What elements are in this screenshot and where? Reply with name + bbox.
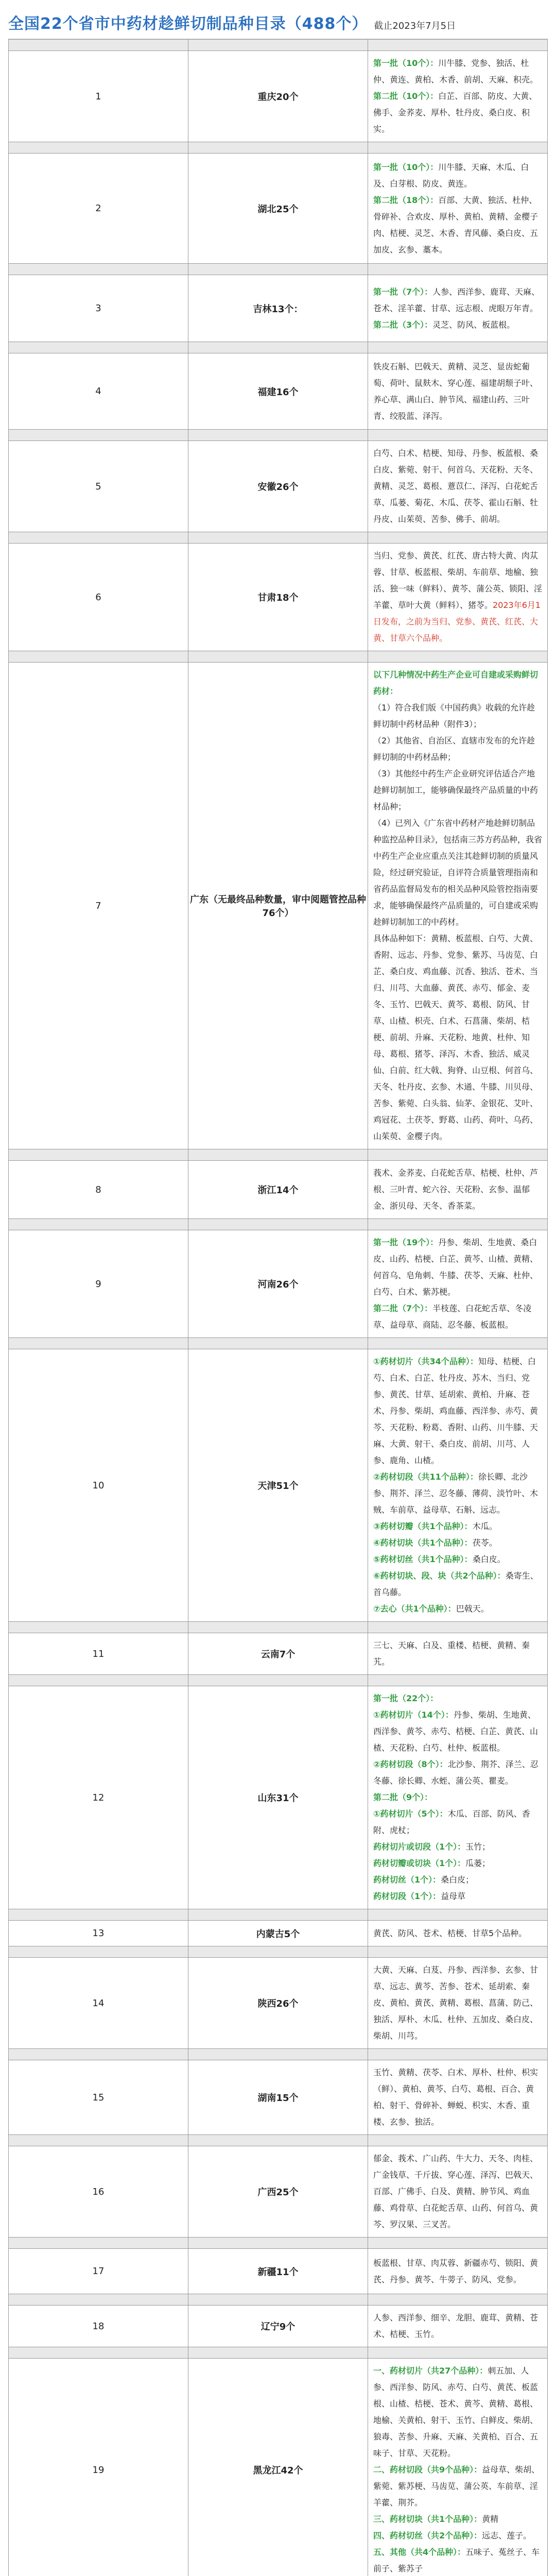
batch-line (373, 192, 542, 258)
province-name (188, 2249, 368, 2294)
batch-label: 第一批（7个）： (373, 286, 433, 297)
province-row (9, 2060, 548, 2135)
row-separator (9, 651, 548, 663)
province-name (188, 1633, 368, 1675)
herb-items: 茯苓。 (472, 1538, 497, 1548)
province-label: 重庆20个 (257, 92, 299, 103)
herb-items: 丹参、柴胡、生地黄、桑白皮、山药、桔梗、白芷、黄芩、山楂、黄精、何首乌、皂角刺、牛膝、茯苓、天麻、杜仲、白芍、白术、紫苏梗。 (373, 1238, 538, 1297)
batch-label: ⑥药材切块、段、块（共2个品种）： (373, 1571, 506, 1581)
province-row (9, 1633, 548, 1675)
herb-items: 铁皮石斛、巴戟天、黄精、灵芝、显齿蛇葡萄、荷叶、鼠麸木、穿心莲、福建胡颓子叶、养心草、满山白、肿节风、福建山药、三叶青、绞股蓝、泽泻。 (373, 361, 538, 421)
herb-items: 桑白皮。 (472, 1554, 506, 1564)
batch-label: ①药材切片（共34个品种）： (373, 1357, 478, 1366)
herb-list (368, 2306, 548, 2347)
row-number: 8 (9, 1161, 188, 1219)
province-name (188, 1686, 368, 1909)
herb-list (368, 1633, 548, 1675)
batch-label: 第二批（18个）： (373, 195, 439, 205)
herb-items: 人参、西洋参、鹿茸、天麻、苍术、淫羊藿、甘草、远志根、虎眼万年青。 (373, 286, 540, 313)
catalog-table (8, 39, 548, 2576)
province-name (188, 441, 368, 532)
batch-line (373, 2150, 542, 2233)
herb-items: 玉竹； (465, 1842, 491, 1852)
herb-items: （4）已列入《广东省中药材产地趁鲜切制品种监控品种目录》，包括南三苏方药品种，我省中药生产企业应重点关注其趁鲜切制的质量风险，经过研究验证，自评符合质量管理指南和省药品监督局发布的相关品种风险管控指南要求，能够确保最终产品质量的，可自建或采购趁鲜切制加工的中药材。 (373, 818, 543, 927)
row-separator (9, 1219, 548, 1230)
batch-label: ⑦去心（共1个品种）： (373, 1604, 456, 1614)
herb-items: 具体品种如下：黄精、板蓝根、白芍、大黄、香附、远志、丹参、党参、紫苏、马齿苋、白芷、桑白皮、鸡血藤、沉香、独活、苍术、当归、川芎、大血藤、黄芪、赤芍、郁金、麦冬、玉竹、巴戟天、黄芩、葛根、防风、甘草、山楂、枳壳、白术、石菖蒲、柴胡、桔梗、前胡、升麻、天花粉、地黄、杜仲、知母、葛根、猪苓、泽泻、木香、独活、威灵仙、白前、红大戟、狗脊、山豆根、何首乌、天冬、牡丹皮、玄参、木通、牛膝、川贝母、苦参、紫菀、白头翁、仙茅、金银花、艾叶、鸡冠花、土茯苓、野葛、山药、荷叶、乌药、山茱萸、金樱子肉。 (373, 934, 538, 1141)
batch-line (373, 284, 542, 317)
province-row (9, 1230, 548, 1338)
row-number: 1 (9, 51, 188, 142)
province-label: 湖北25个 (257, 204, 299, 215)
batch-line (373, 1300, 542, 1333)
province-name (188, 154, 368, 264)
batch-label: 第一批（19个）： (373, 1238, 439, 1247)
batch-label: 第二批（7个）： (373, 1303, 433, 1313)
batch-line (373, 159, 542, 192)
province-name (188, 51, 368, 142)
herb-items: 北沙参、荆芥、泽兰、忍冬藤、徐长卿、水蛭、蒲公英、瞿麦。 (373, 1759, 538, 1786)
province-label: 新疆11个 (257, 2266, 299, 2278)
herb-list (368, 1161, 548, 1219)
row-separator (9, 1338, 548, 1349)
province-name (188, 1161, 368, 1219)
batch-line (373, 1601, 542, 1617)
batch-line (373, 88, 542, 138)
province-row (9, 154, 548, 264)
batch-line (373, 1469, 542, 1518)
row-number: 15 (9, 2060, 188, 2135)
herb-items: 灵芝、防风、板蓝根。 (432, 319, 515, 330)
batch-line (373, 1690, 542, 1707)
herb-items: （1）符合我们版《中国药典》收载的允许趁鲜切制中药材品种（附件3）； (373, 703, 535, 729)
row-number: 5 (9, 441, 188, 532)
herb-items: 五味子、菟丝子、车前子、紫苏子 (373, 2547, 540, 2573)
batch-line (373, 766, 542, 815)
province-row (9, 275, 548, 342)
batch-line (373, 445, 542, 528)
row-separator (9, 264, 548, 275)
herb-list (368, 441, 548, 532)
batch-label: 药材切瓣或切块（1个）： (373, 1858, 466, 1868)
province-label: 湖南15个 (257, 2093, 299, 2104)
row-number: 16 (9, 2146, 188, 2238)
row-number: 2 (9, 154, 188, 264)
herb-list (368, 2146, 548, 2238)
herb-items: 木瓜。 (472, 1521, 497, 1531)
batch-line (373, 2528, 542, 2544)
province-name (188, 1958, 368, 2049)
herb-items: 桑寄生、首乌藤。 (373, 1571, 538, 1597)
batch-line (373, 1707, 542, 1756)
herb-items: 远志、莲子。 (482, 2531, 532, 2540)
herb-items: 三七、天麻、白及、重楼、桔梗、黄精、秦艽。 (373, 1640, 530, 1667)
herb-items: 川牛膝、党参、独活、杜仲、黄连、黄柏、木香、前胡、天麻、积壳。 (373, 58, 538, 84)
province-name (188, 2060, 368, 2135)
row-number: 19 (9, 2359, 188, 2576)
province-label: 河南26个 (257, 1279, 299, 1290)
batch-line (373, 733, 542, 766)
batch-line (373, 700, 542, 733)
province-name (188, 2306, 368, 2347)
herb-list (368, 275, 548, 342)
batch-line (373, 1568, 542, 1601)
batch-line (373, 1855, 542, 1872)
title-bar (8, 7, 548, 39)
herb-items: 刺五加、人参、西洋参、防风、赤芍、白芍、黄芪、板蓝根、山楂、桔梗、苍术、黄芩、黄精、葛根、地榆、关黄柏、射干、玉竹、白鲜皮、柴胡、狼毒、苦参、升麻、天麻、关黄柏、百合、五味子、甘草、天花粉。 (373, 2366, 538, 2458)
herb-items: 益母草 (441, 1891, 466, 1901)
row-separator (9, 430, 548, 441)
batch-line (373, 1518, 542, 1535)
batch-label: ①药材切片（5个）： (373, 1809, 448, 1819)
batch-line (373, 2363, 542, 2462)
herb-items: 巴戟天。 (456, 1604, 489, 1614)
batch-label: 药材切丝（1个）： (373, 1875, 441, 1885)
batch-label: 第一批（10个）： (373, 162, 439, 172)
province-row (9, 1921, 548, 1946)
row-separator (9, 342, 548, 353)
province-name (188, 663, 368, 1149)
row-number: 17 (9, 2249, 188, 2294)
batch-line (373, 1165, 542, 1214)
province-label: 福建16个 (257, 386, 299, 398)
herb-items: 黄精 (482, 2514, 499, 2524)
province-label: 浙江14个 (257, 1185, 299, 1196)
row-number: 14 (9, 1958, 188, 2049)
herb-items: 桑白皮； (441, 1875, 474, 1885)
batch-line (373, 1353, 542, 1469)
herb-list (368, 1349, 548, 1622)
herb-items: 知母、桔梗、白芍、白术、白芷、牡丹皮、苏木、当归、党参、黄芪、甘草、延胡索、黄柏、升麻、苍术、丹参、柴胡、鸡血藤、西洋参、赤芍、黄芩、天花粉、粉葛、香附、山药、川牛膝、天麻、大黄、射干、桑白皮、前胡、川芎、人参、鹿角、山楂。 (373, 1357, 538, 1465)
batch-line (373, 1925, 542, 1942)
province-label: 黑龙江42个 (253, 2465, 303, 2476)
herb-list (368, 154, 548, 264)
batch-label: 一、药材切片（共27个品种）： (373, 2366, 488, 2376)
batch-line (373, 1806, 542, 1839)
province-row (9, 51, 548, 142)
herb-items: 黄芪、防风、苍术、桔梗、甘草5个品种。 (373, 1928, 527, 1938)
batch-label: ⑤药材切丝（共1个品种）： (373, 1554, 473, 1564)
batch-line (373, 2064, 542, 2130)
batch-line (373, 1756, 542, 1789)
row-number: 6 (9, 544, 188, 651)
province-label: 甘肃18个 (257, 592, 299, 603)
herb-list (368, 663, 548, 1149)
province-row (9, 1686, 548, 1909)
herb-list (368, 2359, 548, 2576)
batch-label: 五、其他（共4个品种）： (373, 2547, 466, 2557)
province-name (188, 544, 368, 651)
row-separator (9, 2049, 548, 2060)
row-number: 18 (9, 2306, 188, 2347)
batch-line (373, 55, 542, 88)
batch-line (373, 2310, 542, 2343)
herb-list (368, 1230, 548, 1338)
batch-label: ④药材切块（共1个品种）： (373, 1538, 473, 1548)
batch-line (373, 1888, 542, 1905)
province-row (9, 441, 548, 532)
row-number: 3 (9, 275, 188, 342)
batch-line (373, 1839, 542, 1855)
province-label: 陕西26个 (257, 1998, 299, 2009)
herb-items: 丹参、柴胡、生地黄、西洋参、黄芩、赤芍、桔梗、白芷、黄芪、山楂、天花粉、白芍、杜仲、板蓝根。 (373, 1710, 538, 1753)
row-number: 12 (9, 1686, 188, 1909)
province-label: 广西25个 (257, 2187, 299, 2198)
row-separator (9, 1946, 548, 1958)
province-label: 广东（无最终品种数量，审中阅题管控品种76个） (190, 894, 366, 919)
row-separator (9, 1149, 548, 1161)
herb-items: 益母草、柴胡、紫菀、紫苏梗、马齿苋、蒲公英、车前草、淫羊藿、荆芥。 (373, 2465, 540, 2507)
batch-label: 药材切段（1个）： (373, 1891, 441, 1901)
herb-items: 人参、西洋参、细辛、龙胆、鹿茸、黄精、苍术、桔梗、玉竹。 (373, 2313, 538, 2339)
herb-items: （3）其他经中药生产企业研究评估适合产地趁鲜切制加工，能够确保最终产品质量的中药材品种； (373, 769, 538, 811)
batch-line (373, 2511, 542, 2528)
herb-items: 郁金、莪术、广山药、牛大力、天冬、肉桂、广金钱草、千斤拔、穿心莲、泽泻、巴戟天、百部、广佛手、白及、黄精、肿节风、鸡血藤、鸡骨草、白花蛇舌草、山药、何首乌、黄芩、罗汉果、三叉苦。 (373, 2154, 538, 2229)
batch-label: 第一批（10个）： (373, 58, 439, 68)
batch-label: 二、药材切段（共9个品种）： (373, 2465, 482, 2475)
herb-list (368, 353, 548, 430)
row-separator (9, 1909, 548, 1921)
batch-line (373, 1535, 542, 1551)
herb-items: 当归、党参、黄芪、红芪、唐古特大黄、肉苁蓉、甘草、板蓝根、柴胡、车前草、地榆、独活、独一味（鲜料）、黄芩、蒲公英、锁阳、淫羊藿、草叶大黄（鲜料）、猪苓。 (373, 551, 543, 610)
batch-label: ①药材切片（14个）： (373, 1710, 454, 1720)
province-row (9, 2306, 548, 2347)
province-name (188, 1921, 368, 1946)
herb-list (368, 1921, 548, 1946)
batch-line (373, 2462, 542, 2511)
herb-items: 玉竹、黄精、茯苓、白术、厚朴、杜仲、枳实（鲜）、黄柏、黄芩、白芍、葛根、百合、黄柏、射干、骨碎补、蝉蜕、枳实、木香、重楼、玄参、独活。 (373, 2067, 538, 2127)
herb-items: 徐长卿、北沙参、荆芥、泽兰、忍冬藤、薄荷、淡竹叶、木贼、车前草、益母草、石斛、远志。 (373, 1472, 538, 1515)
batch-line (373, 930, 542, 1145)
province-row (9, 353, 548, 430)
batch-line (373, 1551, 542, 1568)
province-name (188, 353, 368, 430)
herb-list (368, 51, 548, 142)
herb-items: （2）其他省、自治区、直辖市发布的允许趁鲜切制的中药材品种； (373, 736, 535, 762)
page-title: 全国22个省市中药材趁鲜切制品种目录（488个） (8, 15, 368, 33)
row-separator (9, 2294, 548, 2306)
province-label: 云南7个 (260, 1649, 296, 1660)
province-name (188, 1230, 368, 1338)
province-name (188, 1349, 368, 1622)
batch-line (373, 1962, 542, 2044)
province-row (9, 1349, 548, 1622)
herb-items: 半枝莲、白花蛇舌草、冬凌草、益母草、商陆、忍冬藤、板蓝根。 (373, 1303, 532, 1330)
row-separator (9, 2135, 548, 2146)
row-number: 7 (9, 663, 188, 1149)
province-row (9, 1161, 548, 1219)
update-note: 2023年6月1日发布，之前为当归、党参、黄芪、红芪、大黄、甘草六个品种。 (373, 600, 541, 643)
province-label: 天津51个 (257, 1481, 299, 1492)
herb-items: 木瓜、百部、防风、香附、虎杖； (373, 1809, 530, 1835)
herb-list (368, 2060, 548, 2135)
herb-items: 白芷、百部、防皮、大黄、佛手、金荞麦、厚朴、牡丹皮、桑白皮、积实。 (373, 91, 537, 134)
province-label: 内蒙古5个 (256, 1928, 300, 1940)
row-separator (9, 2238, 548, 2249)
row-separator (9, 2347, 548, 2359)
batch-line (373, 359, 542, 425)
province-name (188, 2146, 368, 2238)
batch-label: 药材切片或切段（1个）： (373, 1842, 466, 1852)
batch-label: 第一批（22个）： (373, 1693, 439, 1703)
province-row (9, 663, 548, 1149)
province-name (188, 275, 368, 342)
batch-line (373, 815, 542, 930)
herb-items: 瓜蒌； (465, 1858, 491, 1868)
row-separator (9, 532, 548, 544)
province-row (9, 2249, 548, 2294)
row-number: 13 (9, 1921, 188, 1946)
batch-line (373, 317, 542, 333)
batch-line (373, 667, 542, 700)
herb-items: 川牛膝、天麻、木瓜、白及、白芽根、防皮、黄连。 (373, 162, 529, 189)
herb-list (368, 1958, 548, 2049)
row-separator (9, 1622, 548, 1633)
page-date: 截止2023年7月5日 (374, 21, 456, 31)
batch-label: 四、药材切丝（共2个品种）： (373, 2531, 482, 2540)
province-label: 山东31个 (257, 1793, 299, 1804)
herb-list (368, 544, 548, 651)
herb-items: 百部、大黄、独活、杜仲、骨碎补、合欢皮、厚朴、黄柏、黄精、金樱子肉、桔梗、灵芝、木香、青风藤、桑白皮、五加皮、玄参、藁本。 (373, 195, 538, 255)
row-separator (9, 40, 548, 51)
herb-list (368, 1686, 548, 1909)
row-separator (9, 1675, 548, 1686)
herb-items: 大黄、天麻、白芨、丹参、西洋参、玄参、甘草、远志、黄芩、苦参、苍术、延胡索、秦皮、黄柏、黄芪、黄精、葛根、菖蒲、防己、独活、厚朴、木瓜、杜仲、五加皮、桑白皮、柴胡、川芎。 (373, 1965, 538, 2041)
row-number: 11 (9, 1633, 188, 1675)
batch-line (373, 2544, 542, 2576)
row-number: 4 (9, 353, 188, 430)
batch-line (373, 2255, 542, 2288)
batch-line (373, 1872, 542, 1888)
batch-label: ③药材切瓣（共1个品种）： (373, 1521, 473, 1531)
batch-line (373, 1637, 542, 1670)
province-row (9, 544, 548, 651)
batch-line (373, 548, 542, 647)
herb-items: 板蓝根、甘草、肉苁蓉、新疆赤芍、锁阳、黄芪、丹参、黄芩、牛蒡子、防风、党参。 (373, 2258, 538, 2284)
province-row (9, 2146, 548, 2238)
row-number: 9 (9, 1230, 188, 1338)
batch-label: 第二批（9个）： (373, 1792, 433, 1802)
province-label: 辽宁9个 (260, 2321, 296, 2332)
batch-label: ②药材切段（共11个品种）： (373, 1472, 478, 1482)
province-label: 吉林13个： (253, 303, 303, 315)
batch-label: 第二批（3个）： (373, 319, 433, 330)
batch-label: 第二批（10个）： (373, 91, 439, 101)
batch-line (373, 1789, 542, 1806)
batch-label: 三、药材切块（共1个品种）： (373, 2514, 482, 2524)
province-name (188, 2359, 368, 2576)
herb-items: 莪术、金荞麦、白花蛇舌草、桔梗、杜仲、芦根、三叶青、蛇六谷、天花粉、玄参、温郁金、浙贝母、天冬、香茶菜。 (373, 1168, 538, 1211)
province-row (9, 2359, 548, 2576)
batch-label: ②药材切段（8个）： (373, 1759, 448, 1769)
herb-list (368, 2249, 548, 2294)
batch-heading: 以下几种情况中药生产企业可自建或采购鲜切药材： (373, 670, 538, 696)
row-number: 10 (9, 1349, 188, 1622)
herb-items: 白芍、白术、桔梗、知母、丹参、板蓝根、桑白皮、紫菀、射干、何首乌、天花粉、天冬、黄精、灵芝、葛根、薏苡仁、泽泻、白花蛇舌草、瓜蒌、菊花、木瓜、茯苓、霍山石斛、牡丹皮、山茱萸、苦参、佛手、前胡。 (373, 448, 538, 524)
batch-line (373, 1234, 542, 1300)
province-row (9, 1958, 548, 2049)
row-separator (9, 142, 548, 154)
province-label: 安徽26个 (257, 482, 299, 493)
